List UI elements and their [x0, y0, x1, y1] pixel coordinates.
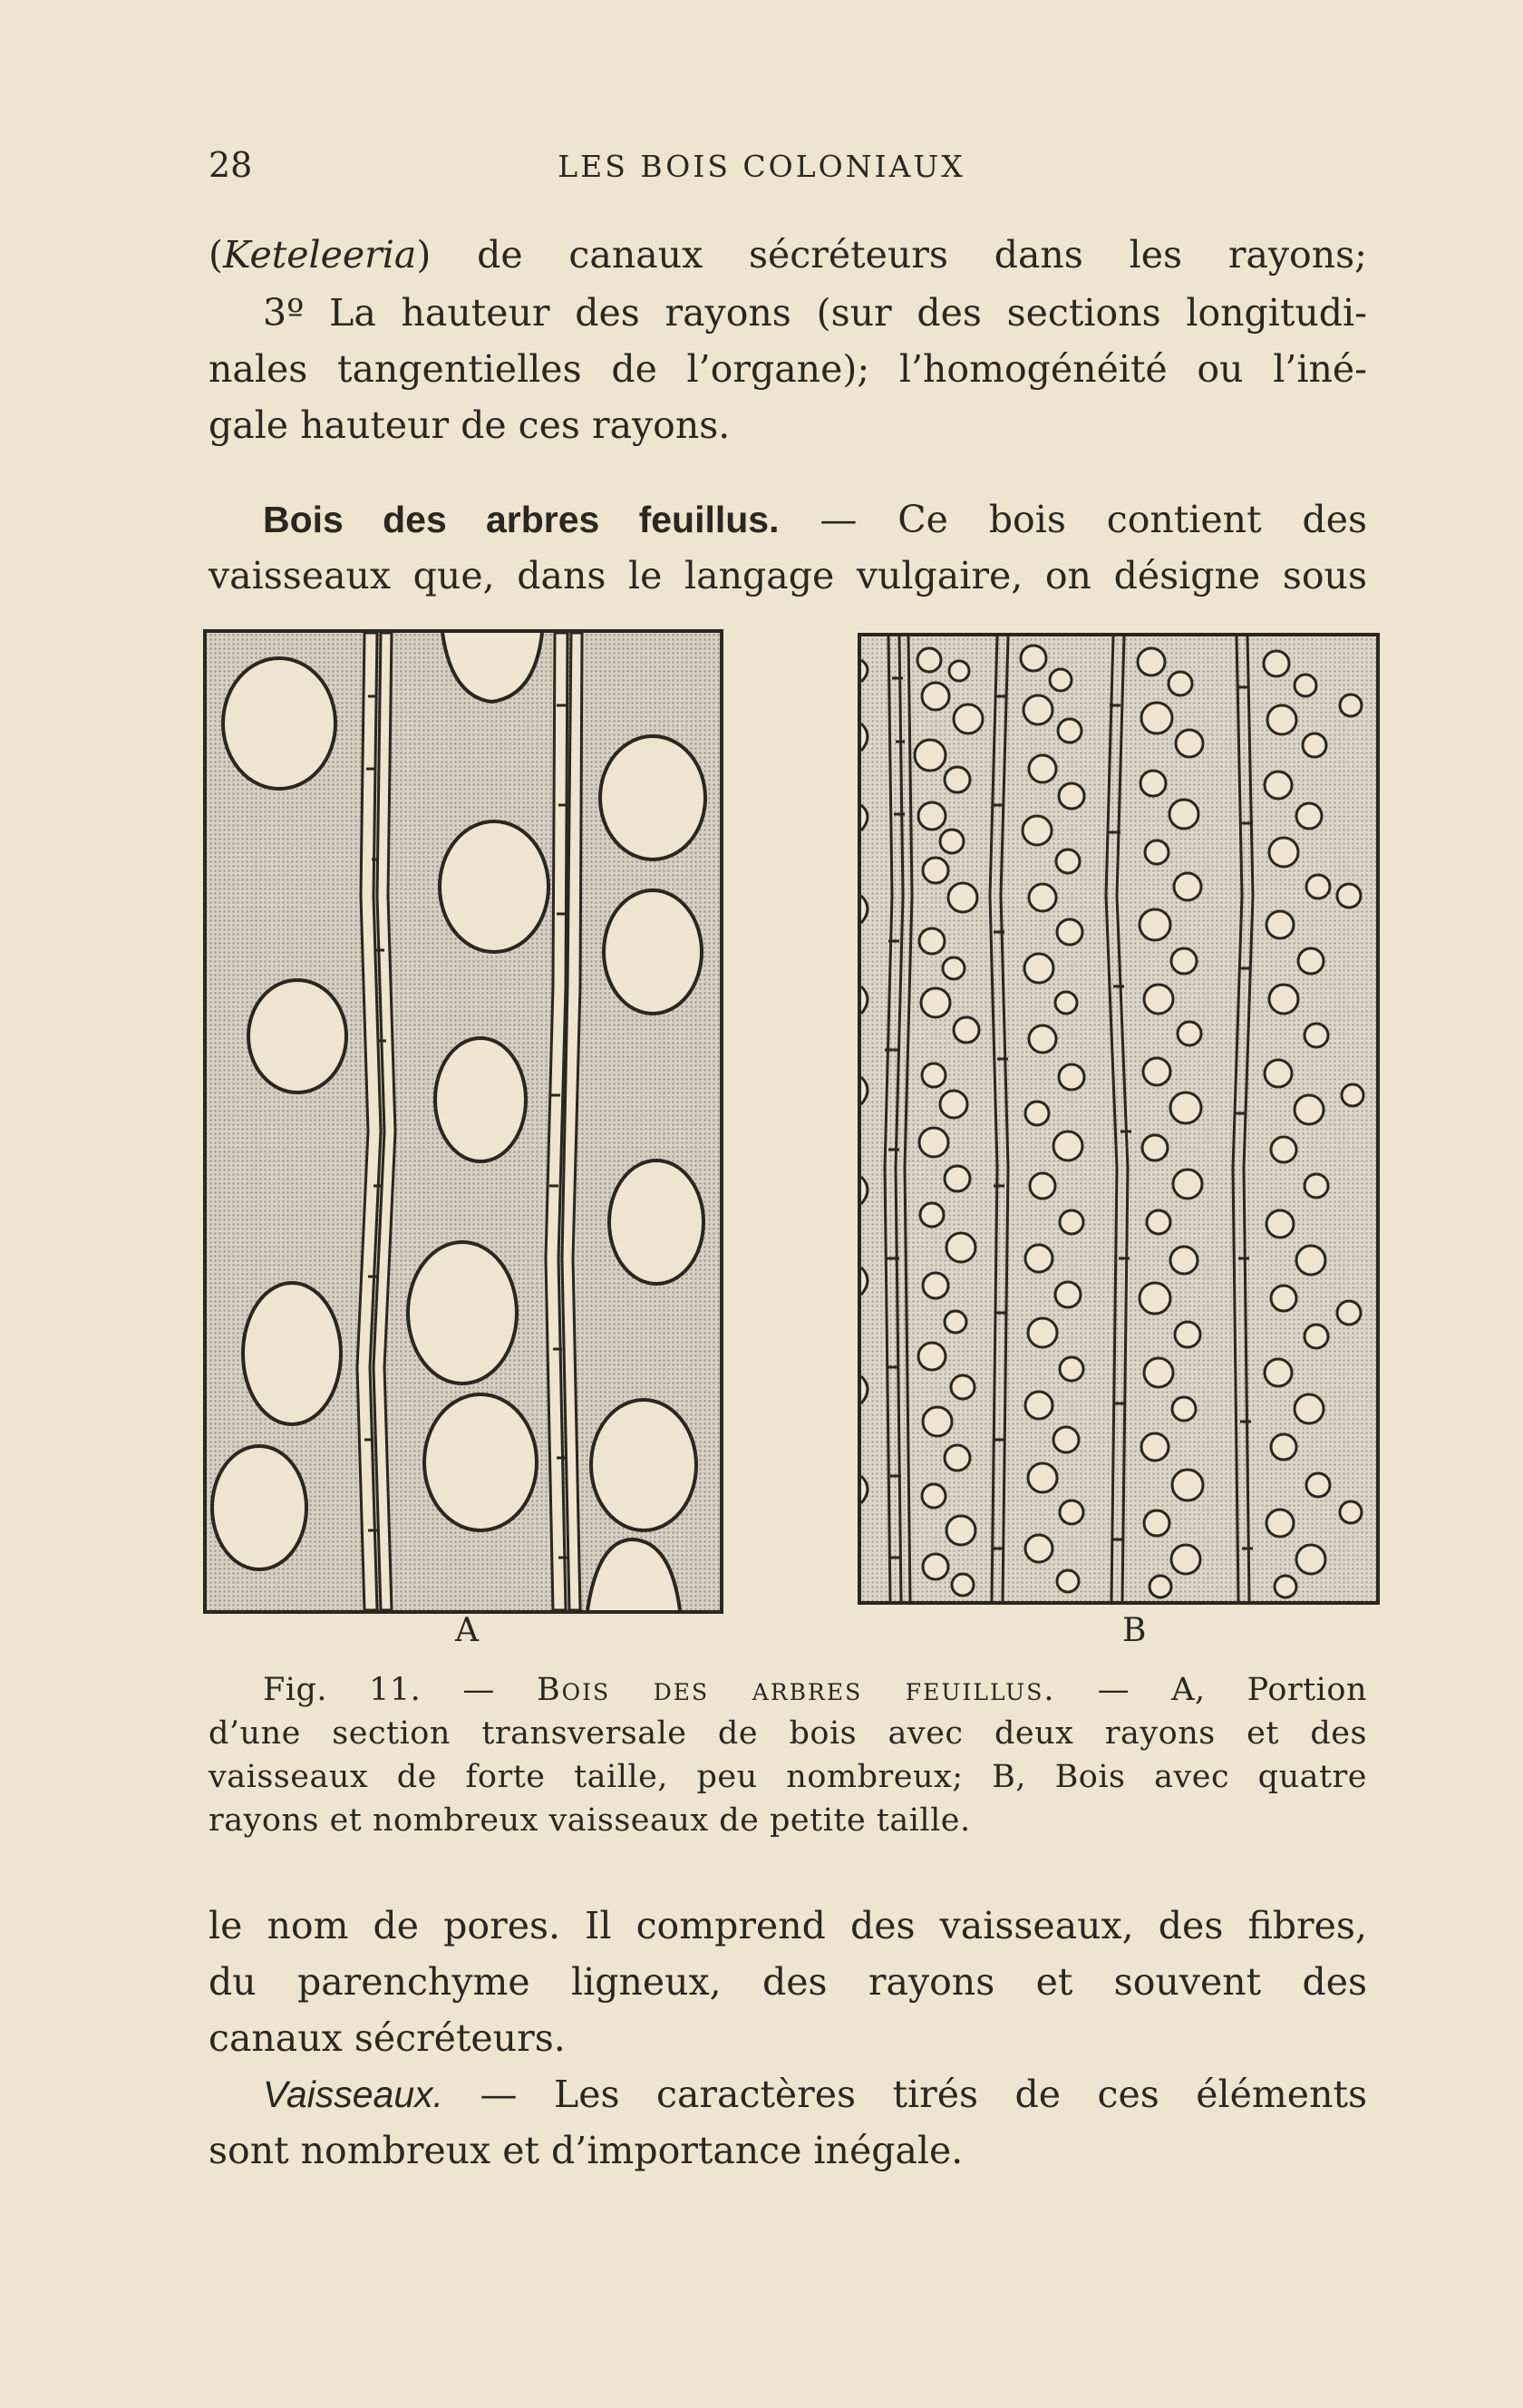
caption-fig-number: Fig. 11.: [263, 1672, 422, 1708]
caption-line-3: vaisseaux de forte taille, peu nombreux; B, Bois avec quatre: [209, 1759, 1367, 1795]
figure-11: [199, 624, 1387, 1657]
figure-label-b: B: [1122, 1612, 1147, 1649]
vessels-paragraph-l2: sont nombreux et d’importance inégale.: [209, 2129, 964, 2172]
body-paragraph-l2: du parenchyme ligneux, des rayons et souvent des: [209, 1960, 1367, 2004]
caption-title: Bois des arbres feuillus.: [536, 1672, 1056, 1708]
running-title: LES BOIS COLONIAUX: [558, 149, 965, 184]
vessels-paragraph-l1: [209, 2066, 1367, 2122]
panel-b-wood-section: [859, 635, 1378, 1603]
paragraph-criterion-3-l3: gale hauteur de ces rayons.: [209, 403, 731, 447]
vessels-term: Vaisseaux.: [263, 2073, 444, 2115]
page-header: [209, 145, 1369, 190]
genus-name: Keteleeria: [223, 233, 417, 277]
paragraph-criterion-3-l2: nales tangentielles de l’organe); l’homogénéité ou l’iné-: [209, 347, 1367, 391]
paragraph-criterion-3-l1: 3º La hauteur des rayons (sur des sections longitudi-: [263, 291, 1367, 335]
body-paragraph-l3: canaux sécréteurs.: [209, 2016, 566, 2060]
figure-illustration: [199, 624, 1387, 1630]
figure-caption: Fig. 11. — Bois des arbres feuillus. — A, Portion d’une section transversale de bois avec deux rayons et des vaisseaux de forte taille, peu nombreux; B, Bois avec quatre rayons et nombreux vaisseaux de petite taille.: [209, 1668, 1367, 1842]
section-paragraph-l1: [209, 491, 1367, 548]
section-text: — Ce bois contient des: [779, 498, 1368, 541]
paragraph-text: de canaux sécréteurs dans les rayons;: [431, 233, 1367, 277]
paragraph-continuation: (Keteleeria) de canaux sécréteurs dans les rayons;: [209, 233, 1367, 277]
figure-label-a: A: [455, 1612, 479, 1649]
body-paragraph-l1: le nom de pores. Il comprend des vaisseaux, des fibres,: [209, 1904, 1367, 1947]
caption-text: — A, Portion: [1055, 1672, 1367, 1708]
caption-line-2: d’une section transversale de bois avec deux rayons et des: [209, 1715, 1367, 1752]
panel-a-wood-section: [205, 631, 722, 1612]
vessels-text: — Les caractères tirés de ces éléments: [443, 2073, 1367, 2116]
page-number: 28: [209, 145, 253, 185]
section-paragraph-l2: vaisseaux que, dans le langage vulgaire, on désigne sous: [209, 554, 1367, 597]
caption-line-4: rayons et nombreux vaisseaux de petite taille.: [209, 1802, 971, 1839]
section-heading: Bois des arbres feuillus.: [263, 499, 780, 540]
